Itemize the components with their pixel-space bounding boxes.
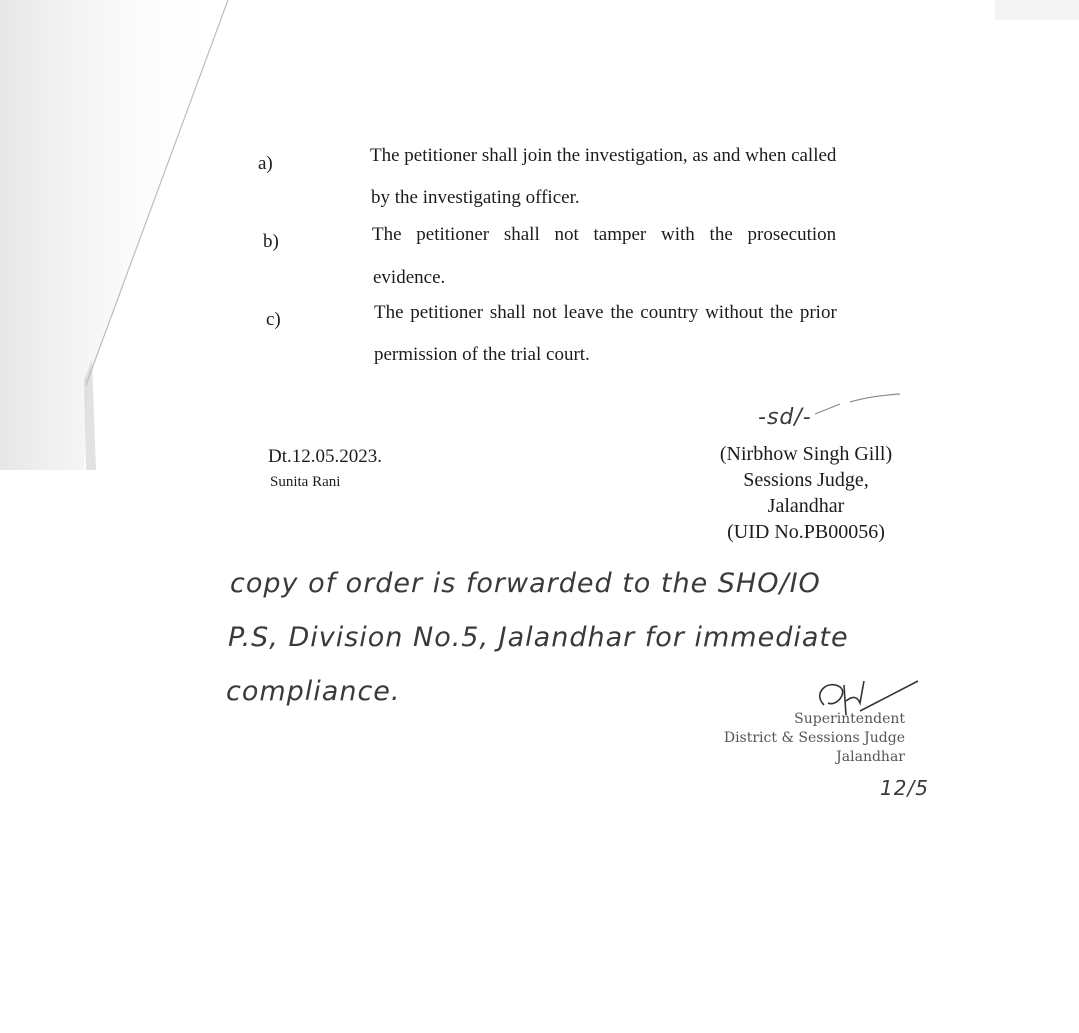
- judge-place: Jalandhar: [767, 495, 845, 517]
- typist-name: Sunita Rani: [270, 474, 341, 490]
- condition-a-line1: The petitioner shall join the investigation, as and when called: [370, 145, 837, 166]
- condition-b-line2: evidence.: [373, 267, 446, 288]
- condition-a-line2: by the investigating officer.: [371, 187, 580, 208]
- condition-c-line1: The petitioner shall not leave the country without the prior: [374, 302, 837, 323]
- stamp-line-2: District & Sessions Judge: [723, 730, 905, 746]
- endorsement-line-3: compliance.: [226, 676, 401, 707]
- judge-title: Sessions Judge,: [743, 469, 869, 491]
- stamp-line-1: Superintendent: [794, 711, 905, 727]
- order-date: Dt.12.05.2023.: [268, 446, 382, 467]
- signature-mark: -sd/-: [758, 405, 812, 430]
- condition-c-line2: permission of the trial court.: [374, 344, 590, 365]
- judge-block: [700, 441, 912, 545]
- condition-b-label: b): [263, 231, 279, 252]
- stamp-initials: 12/5: [880, 776, 929, 800]
- judge-name: (Nirbhow Singh Gill): [719, 443, 893, 465]
- signature-stroke: [810, 392, 905, 422]
- condition-a-label: a): [258, 153, 273, 174]
- endorsement-line-1: copy of order is forwarded to the SHO/IO: [230, 568, 821, 599]
- condition-c-label: c): [266, 309, 281, 330]
- judge-uid: (UID No.PB00056): [727, 521, 885, 543]
- endorsement-line-2: P.S, Division No.5, Jalandhar for immediate: [228, 622, 849, 653]
- stamp-line-3: Jalandhar: [836, 749, 905, 765]
- office-stamp: [700, 710, 905, 767]
- condition-b-line1: The petitioner shall not tamper with the prosecution: [372, 224, 837, 245]
